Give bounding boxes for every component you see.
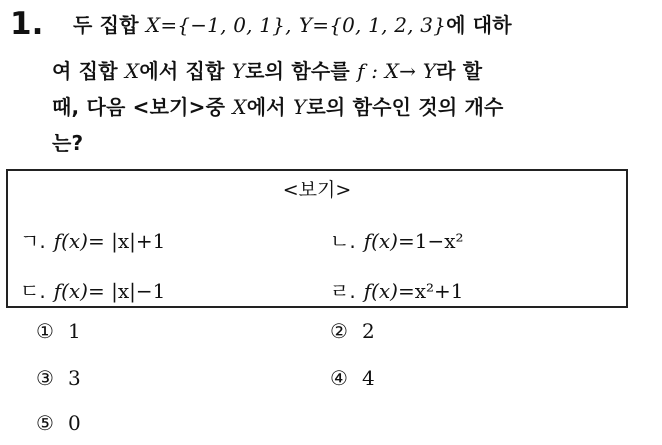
item-function: f(x) <box>363 279 398 303</box>
bogi-item-nieun <box>330 227 464 255</box>
line2-prefix: 여 집합 <box>52 59 125 83</box>
choice-mark: ② <box>330 319 348 343</box>
function-notation: f : X→ Y <box>357 59 437 83</box>
item-label: ㄷ. <box>20 279 46 303</box>
question-line-2 <box>52 58 482 84</box>
item-expression: = |x|−1 <box>87 279 166 303</box>
choice-value: 0 <box>67 411 81 435</box>
choice-mark: ⑤ <box>36 411 54 435</box>
item-label: ㄱ. <box>20 229 46 253</box>
choice-value: 2 <box>361 319 375 343</box>
line2-x: X <box>124 59 140 83</box>
line3-x: X <box>232 95 247 119</box>
choice-mark: ① <box>36 319 54 343</box>
bogi-title: <보기> <box>282 179 352 201</box>
question-line-4: 는? <box>52 131 84 155</box>
line2-suffix: 라 할 <box>436 59 483 83</box>
choice-5[interactable] <box>36 410 81 436</box>
choice-2[interactable] <box>330 318 375 344</box>
choice-value: 3 <box>67 366 81 390</box>
line2-mid: 에서 집합 <box>139 59 232 83</box>
choice-3[interactable] <box>36 365 81 391</box>
item-function: f(x) <box>53 229 88 253</box>
set-y: Y={0, 1, 2, 3} <box>298 13 447 37</box>
line3-prefix: 때, 다음 <보기>중 <box>52 95 233 119</box>
item-expression: =1−x² <box>397 229 464 253</box>
line1-prefix: 두 집합 <box>73 13 146 37</box>
item-label: ㄴ. <box>330 229 356 253</box>
choice-value: 4 <box>361 366 375 390</box>
choice-value: 1 <box>67 319 81 343</box>
line2-mid2: 로의 함수를 <box>245 59 358 83</box>
choice-mark: ④ <box>330 366 348 390</box>
item-function: f(x) <box>53 279 88 303</box>
item-expression: =x²+1 <box>397 279 464 303</box>
choice-1[interactable] <box>36 318 81 344</box>
bogi-box <box>6 169 628 308</box>
item-label: ㄹ. <box>330 279 356 303</box>
line3-y: Y <box>292 95 307 119</box>
question-number: 1. <box>10 6 44 42</box>
line3-suffix: 로의 함수인 것의 개수 <box>306 95 504 119</box>
bogi-item-rieul <box>330 277 464 305</box>
bogi-item-digeut <box>20 277 165 305</box>
set-x: X={−1, 0, 1}, <box>145 13 292 37</box>
item-function: f(x) <box>363 229 398 253</box>
line1-suffix: 에 대하 <box>446 13 512 37</box>
question-line-1 <box>73 12 512 38</box>
line3-mid: 에서 <box>246 95 293 119</box>
choice-mark: ③ <box>36 366 54 390</box>
question-line-3 <box>52 94 504 120</box>
bogi-item-giyeok <box>20 227 165 255</box>
line2-y: Y <box>231 59 246 83</box>
item-expression: = |x|+1 <box>87 229 166 253</box>
choice-4[interactable] <box>330 365 375 391</box>
